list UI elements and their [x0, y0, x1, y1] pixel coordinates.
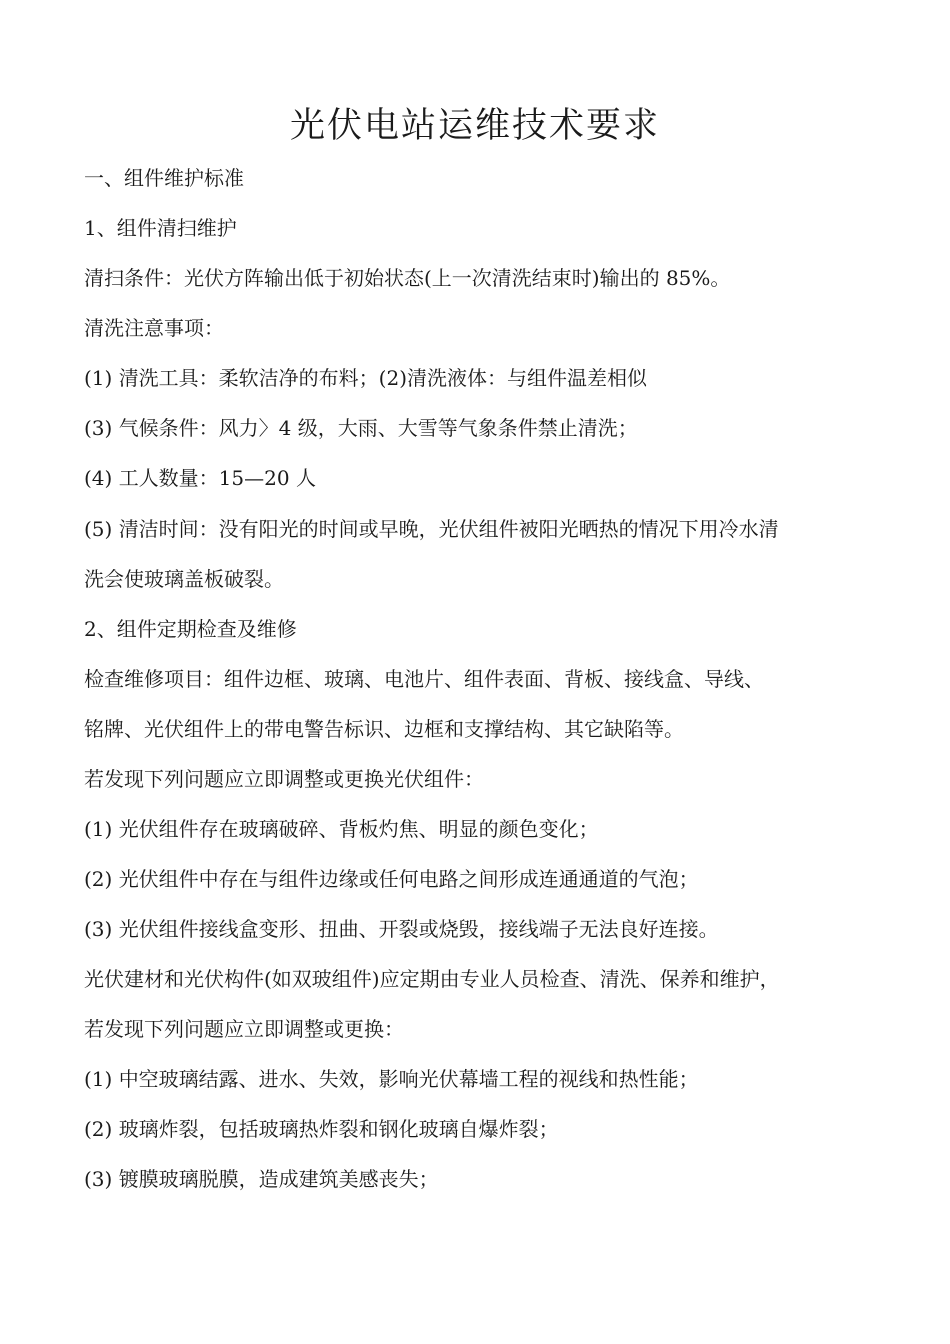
- section-heading: 一、组件维护标准: [84, 166, 244, 190]
- paragraph-line: 清洗注意事项：: [84, 316, 224, 340]
- paragraph-line: 铭牌、光伏组件上的带电警告标识、边框和支撑结构、其它缺陷等。: [84, 717, 684, 741]
- list-item: (3) 镀膜玻璃脱膜，造成建筑美感丧失；: [84, 1167, 439, 1191]
- document-title: 光伏电站运维技术要求: [289, 106, 660, 146]
- paragraph-line: 光伏建材和光伏构件(如双玻组件)应定期由专业人员检查、清洗、保养和维护，: [84, 967, 780, 991]
- paragraph-line: 清扫条件：光伏方阵输出低于初始状态(上一次清洗结束时)输出的 85%。: [84, 266, 731, 290]
- paragraph-line: 检查维修项目：组件边框、玻璃、电池片、组件表面、背板、接线盒、导线、: [84, 667, 764, 691]
- paragraph-line: 若发现下列问题应立即调整或更换光伏组件：: [84, 767, 484, 791]
- list-item: (3) 光伏组件接线盒变形、扭曲、开裂或烧毁，接线端子无法良好连接。: [84, 917, 719, 941]
- paragraph-line: 洗会使玻璃盖板破裂。: [84, 567, 284, 591]
- paragraph-line: 若发现下列问题应立即调整或更换：: [84, 1017, 404, 1041]
- list-item: (1) 光伏组件存在玻璃破碎、背板灼焦、明显的颜色变化；: [84, 817, 599, 841]
- list-item: (1) 中空玻璃结露、进水、失效，影响光伏幕墙工程的视线和热性能；: [84, 1067, 699, 1091]
- subsection-heading: 1、组件清扫维护: [84, 216, 237, 240]
- list-item: (5) 清洁时间：没有阳光的时间或早晚，光伏组件被阳光晒热的情况下用冷水清: [84, 517, 779, 541]
- list-item: (3) 气候条件：风力〉4 级，大雨、大雪等气象条件禁止清洗；: [84, 416, 638, 440]
- list-item: (1) 清洗工具：柔软洁净的布料；(2)清洗液体：与组件温差相似: [84, 366, 648, 390]
- list-item: (2) 玻璃炸裂，包括玻璃热炸裂和钢化玻璃自爆炸裂；: [84, 1117, 559, 1141]
- subsection-heading: 2、组件定期检查及维修: [84, 617, 297, 641]
- list-item: (2) 光伏组件中存在与组件边缘或任何电路之间形成连通通道的气泡；: [84, 867, 699, 891]
- list-item: (4) 工人数量：15—20 人: [84, 466, 316, 490]
